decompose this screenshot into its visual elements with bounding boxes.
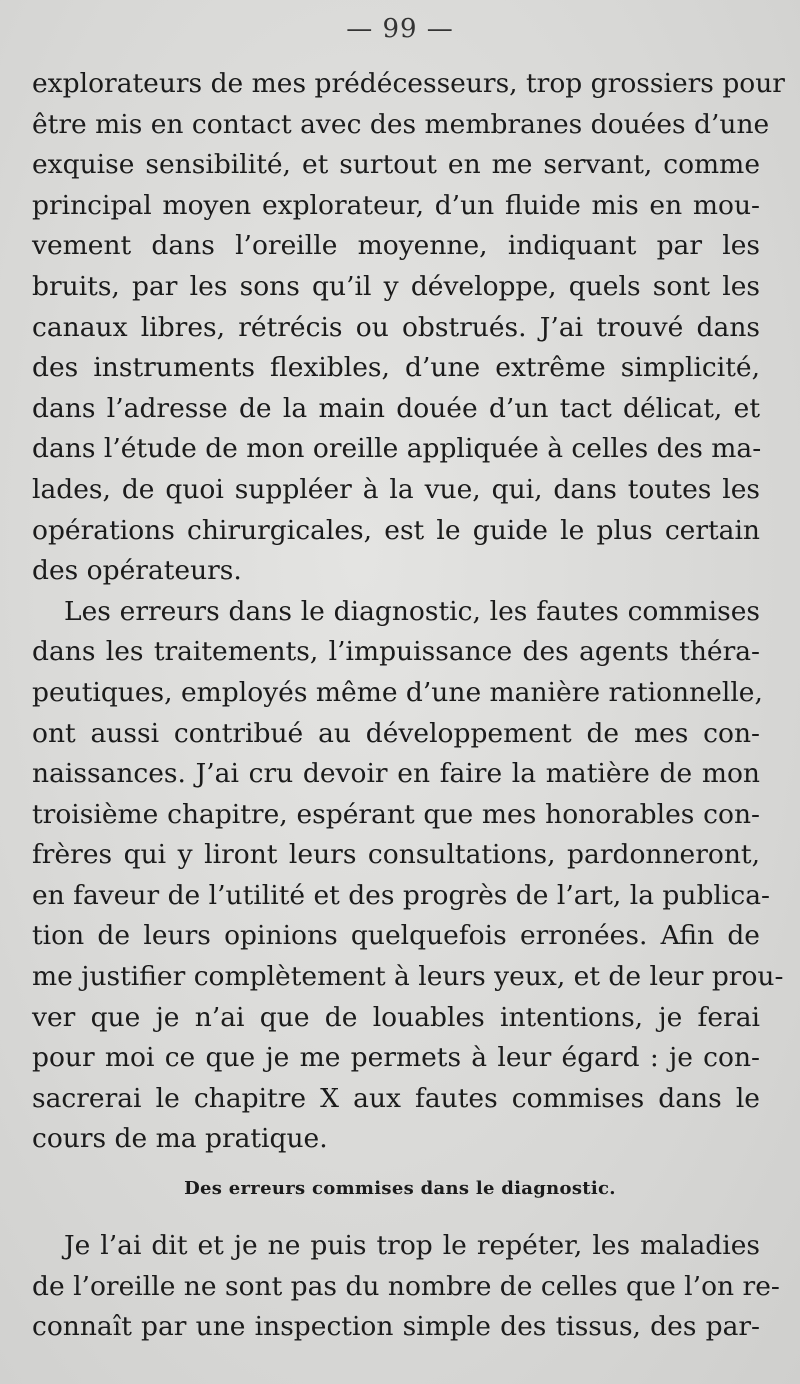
text-line: canaux libres, rétrécis ou obstrués. J’ai trouvé dans xyxy=(32,311,760,343)
text-line: vement dans l’oreille moyenne, indiquant par les xyxy=(32,230,760,262)
text-line: être mis en contact avec des membranes douées d’une xyxy=(32,108,770,140)
text-line: me justifier complètement à leurs yeux, et de leur prou- xyxy=(32,961,784,993)
text-line: principal moyen explorateur, d’un fluide mis en mou- xyxy=(32,189,760,221)
text-line: tion de leurs opinions quelquefois erronées. Afin de xyxy=(32,920,760,952)
text-line: bruits, par les sons qu’il y développe, quels sont les xyxy=(32,270,760,302)
text-line: cours de ma pratique. xyxy=(32,1123,328,1155)
text-line: connaît par une inspection simple des tissus, des par- xyxy=(32,1311,760,1343)
section-heading: Des erreurs commises dans le diagnostic. xyxy=(184,1178,616,1199)
text-line: pour moi ce que je me permets à leur égard : je con- xyxy=(32,1042,760,1074)
text-line: Les erreurs dans le diagnostic, les fautes commises xyxy=(64,595,760,627)
text-line: de l’oreille ne sont pas du nombre de celles que l’on re- xyxy=(32,1270,780,1302)
text-line: dans les traitements, l’impuissance des agents théra- xyxy=(32,636,760,668)
text-line: sacrerai le chapitre X aux fautes commises dans le xyxy=(32,1082,760,1114)
text-line: opérations chirurgicales, est le guide le plus certain xyxy=(32,514,760,546)
text-line: Je l’ai dit et je ne puis trop le repéter, les maladies xyxy=(64,1230,760,1261)
text-line: naissances. J’ai cru devoir en faire la matière de mon xyxy=(32,758,760,790)
text-line: exquise sensibilité, et surtout en me servant, comme xyxy=(32,149,760,181)
text-line: peutiques, employés même d’une manière rationnelle, xyxy=(32,676,763,708)
text-line: des opérateurs. xyxy=(32,555,242,587)
text-line: frères qui y liront leurs consultations, pardonneront, xyxy=(32,839,760,871)
text-line: lades, de quoi suppléer à la vue, qui, dans toutes les xyxy=(32,473,760,505)
text-line: troisième chapitre, espérant que mes honorables con- xyxy=(32,798,760,830)
text-line: des instruments flexibles, d’une extrême simplicité, xyxy=(32,352,760,384)
text-line: explorateurs de mes prédécesseurs, trop grossiers pour xyxy=(32,68,785,99)
body-text xyxy=(32,64,785,1160)
text-line: ont aussi contribué au développement de mes con- xyxy=(32,717,760,749)
text-line: dans l’étude de mon oreille appliquée à celles des ma- xyxy=(32,433,762,465)
page-number: — 99 — xyxy=(346,14,454,44)
final-paragraph xyxy=(32,1226,780,1348)
text-line: dans l’adresse de la main douée d’un tact délicat, et xyxy=(32,392,760,424)
text-line: ver que je n’ai que de louables intentions, je ferai xyxy=(32,1001,760,1033)
text-line: en faveur de l’utilité et des progrès de l’art, la publica- xyxy=(32,879,770,911)
